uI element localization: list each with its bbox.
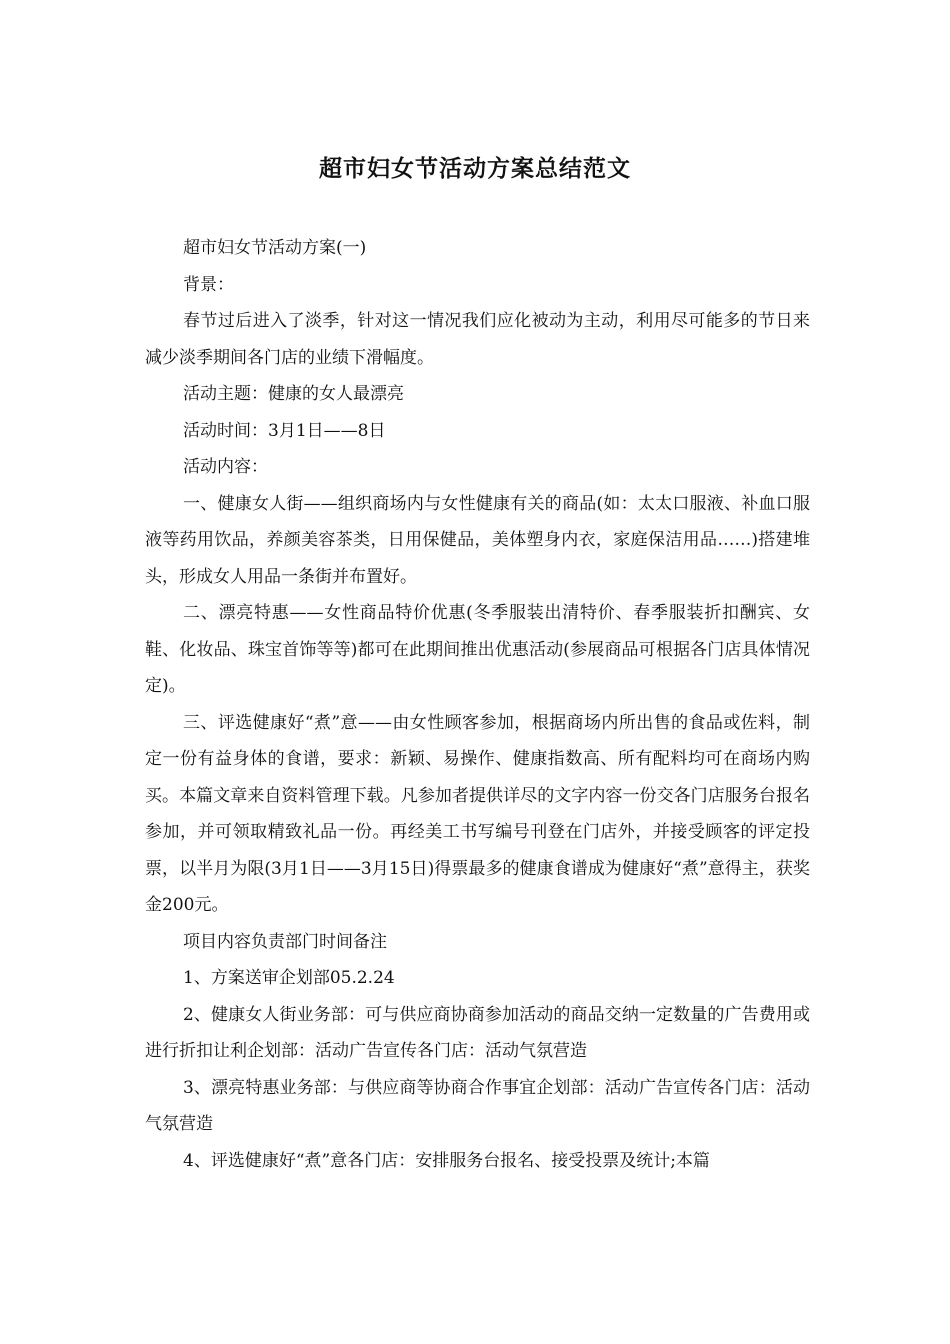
project-row-2: 2、健康女人街业务部：可与供应商协商参加活动的商品交纳一定数量的广告费用或进行折扣让利企划部：活动广告宣传各门店：活动气氛营造 <box>145 1004 810 1061</box>
project-row-3: 3、漂亮特惠业务部：与供应商等协商合作事宜企划部：活动广告宣传各门店：活动气氛营造 <box>145 1077 810 1134</box>
document-body <box>145 230 810 1179</box>
activity-theme: 活动主题：健康的女人最漂亮 <box>183 384 404 404</box>
activity-time: 活动时间：3月1日——8日 <box>183 420 386 441</box>
project-table-header: 项目内容负责部门时间备注 <box>183 931 387 952</box>
content-item-2: 二、漂亮特惠——女性商品特价优惠(冬季服装出清特价、春季服装折扣酬宾、女鞋、化妆品、珠宝首饰等等)都可在此期间推出优惠活动(参展商品可根据各门店具体情况定)。 <box>145 603 810 696</box>
background-label: 背景： <box>183 274 234 295</box>
section-heading: 超市妇女节活动方案(一) <box>183 238 367 258</box>
background-paragraph: 春节过后进入了淡季，针对这一情况我们应化被动为主动，利用尽可能多的节日来减少淡季期间各门店的业绩下滑幅度。 <box>145 311 810 368</box>
content-item-3: 三、评选健康好“煮”意——由女性顾客参加，根据商场内所出售的食品或佐料，制定一份有益身体的食谱，要求：新颖、易操作、健康指数高、所有配料均可在商场内购买。本篇文章来自资料管理下载。凡参加者提供详尽的文字内容一份交各门店服务台报名参加，并可领取精致礼品一份。再经美工书写编号刊登在门店外，并接受顾客的评定投票，以半月为限(3月1日——3月15日)得票最多的健康食谱成为健康好“煮”意得主，获奖金200元。 <box>145 712 810 915</box>
document-title: 超市妇女节活动方案总结范文 <box>319 155 631 182</box>
content-item-1: 一、健康女人街——组织商场内与女性健康有关的商品(如：太太口服液、补血口服液等药用饮品，养颜美容茶类，日用保健品，美体塑身内衣，家庭保洁用品……)搭建堆头，形成女人用品一条街并布置好。 <box>145 493 810 587</box>
activity-content-label: 活动内容： <box>183 457 268 477</box>
project-row-1: 1、方案送审企划部05.2.24 <box>183 968 395 988</box>
project-row-4: 4、评选健康好“煮”意各门店：安排服务台报名、接受投票及统计;本篇 <box>183 1150 710 1171</box>
